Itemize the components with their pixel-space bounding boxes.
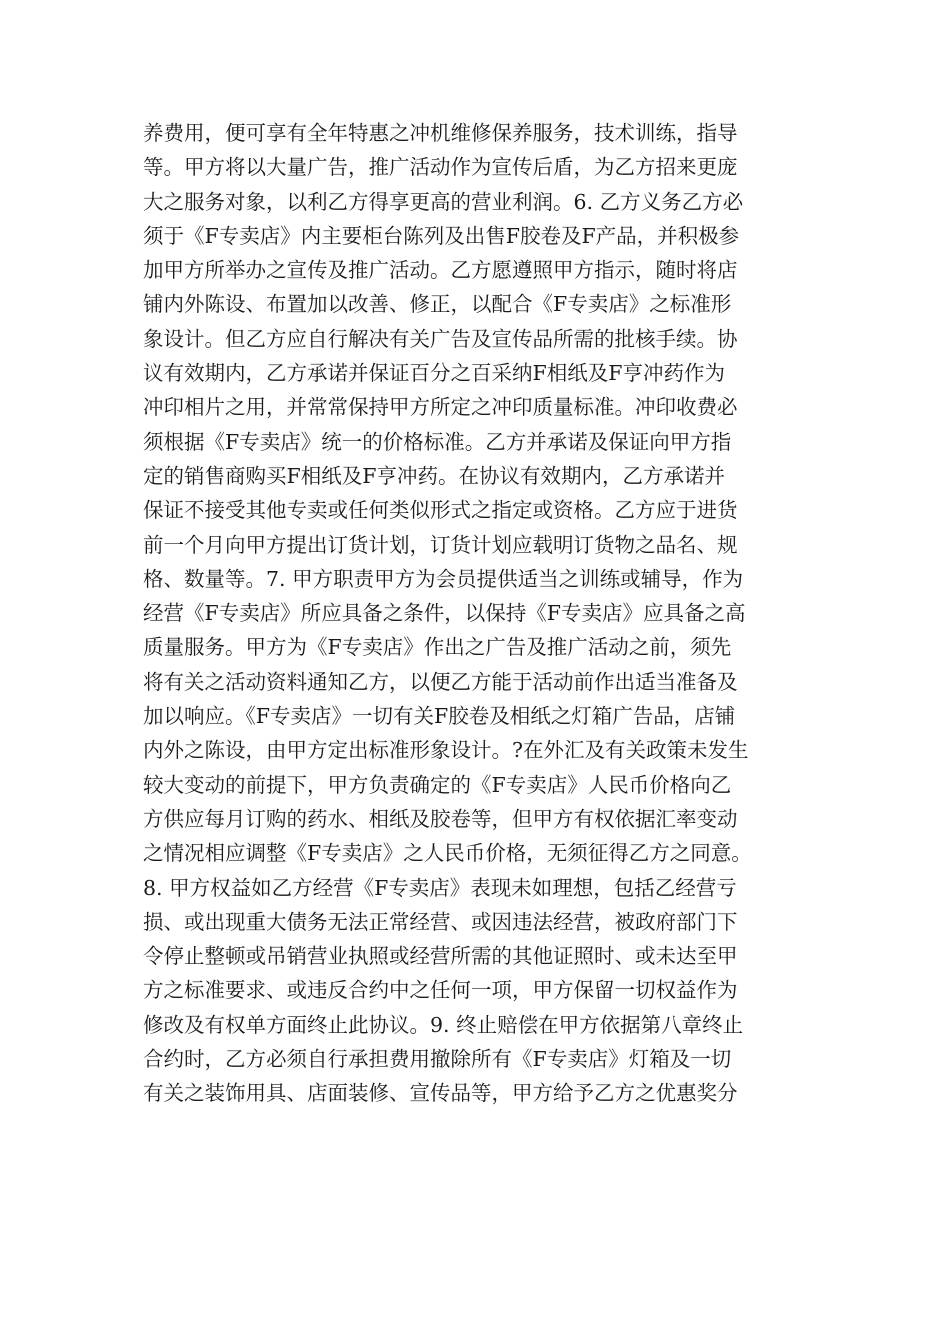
text-line: 合约时，乙方必须自行承担费用撤除所有《F专卖店》灯箱及一切 bbox=[143, 1047, 732, 1072]
text-line: 格、数量等。7. 甲方职责甲方为会员提供适当之训练或辅导，作为 bbox=[143, 566, 744, 591]
body-text bbox=[143, 116, 823, 1111]
text-line: 损、或出现重大债务无法正常经营、或因违法经营，被政府部门下 bbox=[143, 909, 738, 934]
text-line: 须根据《F专卖店》统一的价格标准。乙方并承诺及保证向甲方指 bbox=[143, 429, 732, 454]
text-line: 议有效期内，乙方承诺并保证百分之百采纳F相纸及F亨冲药作为 bbox=[143, 361, 725, 386]
text-line: 养费用，便可享有全年特惠之冲机维修保养服务，技术训练，指导 bbox=[143, 121, 738, 145]
text-line: 须于《F专卖店》内主要柜台陈列及出售F胶卷及F产品，并积极参 bbox=[143, 223, 740, 248]
text-line: 有关之装饰用具、店面装修、宣传品等，甲方给予乙方之优惠奖分 bbox=[143, 1081, 738, 1106]
text-line: 象设计。但乙方应自行解决有关广告及宣传品所需的批核手续。协 bbox=[143, 326, 738, 351]
text-line: 方供应每月订购的药水、相纸及胶卷等，但甲方有权依据汇率变动 bbox=[143, 806, 738, 831]
text-line: 之情况相应调整《F专卖店》之人民币价格，无须征得乙方之同意。 bbox=[143, 841, 752, 866]
text-line: 令停止整顿或吊销营业执照或经营所需的其他证照时、或未达至甲 bbox=[143, 944, 738, 969]
text-line: 加以响应。《F专卖店》一切有关F胶卷及相纸之灯箱广告品，店铺 bbox=[143, 704, 736, 729]
text-line: 内外之陈设，由甲方定出标准形象设计。?在外汇及有关政策未发生 bbox=[143, 738, 749, 763]
text-line: 大之服务对象，以利乙方得享更高的营业利润。6. 乙方义务乙方必 bbox=[143, 189, 744, 214]
text-line: 将有关之活动资料通知乙方，以便乙方能于活动前作出适当准备及 bbox=[143, 669, 738, 694]
text-line: 8. 甲方权益如乙方经营《F专卖店》表现未如理想，包括乙经营亏 bbox=[143, 875, 737, 900]
text-line: 保证不接受其他专卖或任何类似形式之指定或资格。乙方应于进货 bbox=[143, 498, 738, 523]
text-line: 方之标准要求、或违反合约中之任何一项，甲方保留一切权益作为 bbox=[143, 978, 738, 1003]
text-line: 加甲方所举办之宣传及推广活动。乙方愿遵照甲方指示，随时将店 bbox=[143, 258, 738, 283]
text-line: 定的销售商购买F相纸及F亨冲药。在协议有效期内，乙方承诺并 bbox=[143, 463, 725, 488]
text-line: 经营《F专卖店》所应具备之条件，以保持《F专卖店》应具备之高 bbox=[143, 601, 746, 626]
text-line: 较大变动的前提下，甲方负责确定的《F专卖店》人民币价格向乙 bbox=[143, 772, 732, 797]
text-line: 铺内外陈设、布置加以改善、修正，以配合《F专卖店》之标准形 bbox=[143, 292, 732, 317]
text-line: 质量服务。甲方为《F专卖店》作出之广告及推广活动之前，须先 bbox=[143, 635, 732, 660]
text-line: 冲印相片之用，并常常保持甲方所定之冲印质量标准。冲印收费必 bbox=[143, 395, 738, 420]
text-line: 前一个月向甲方提出订货计划，订货计划应载明订货物之品名、规 bbox=[143, 532, 738, 557]
text-line: 等。甲方将以大量广告，推广活动作为宣传后盾，为乙方招来更庞 bbox=[143, 155, 738, 180]
text-line: 修改及有权单方面终止此协议。9. 终止赔偿在甲方依据第八章终止 bbox=[143, 1012, 744, 1037]
